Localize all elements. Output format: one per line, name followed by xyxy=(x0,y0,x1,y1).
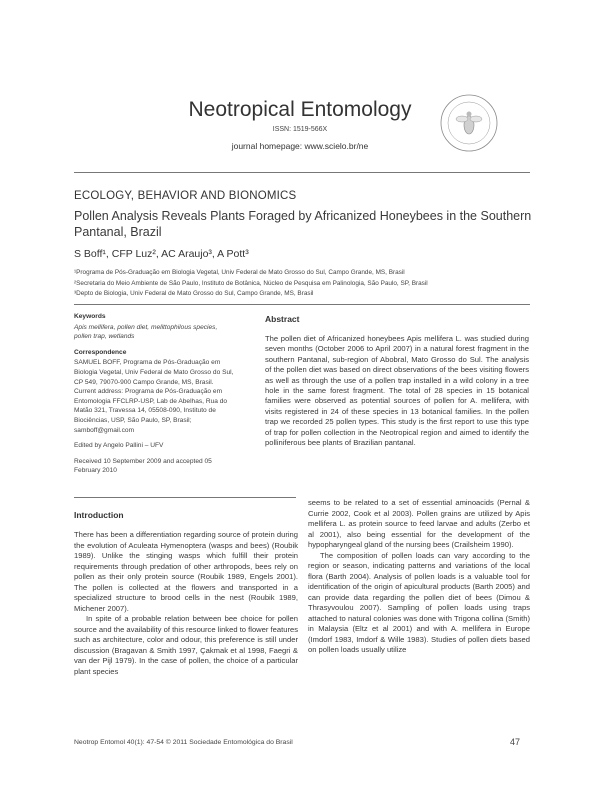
abstract-heading: Abstract xyxy=(265,314,300,324)
journal-homepage: journal homepage: www.scielo.br/ne xyxy=(231,141,369,151)
keywords-heading: Keywords xyxy=(74,313,106,320)
society-seal-logo xyxy=(438,92,500,154)
body-column-right xyxy=(308,498,530,656)
article-authors: S Boff¹, CFP Luz², AC Araujo³, A Pott³ xyxy=(74,248,249,260)
correspondence-text: SAMUEL BOFF, Programa de Pós-Graduação em Biologia Vegetal, Univ Federal de Mato Grosso do Sul, CP 549, 79070-900 Campo Grande, MS, Brasil. Current address: Programa de Pós-Graduação em Entomologia FFCLRP-USP, Lab de Abelhas, Rua do Matão 321, Travessa 14, 05508-090, Instituto de Biociências, USP, São Paulo, SP, Brasil; samboff@gmail.com xyxy=(74,359,234,434)
abstract-text: The pollen diet of Africanized honeybees Apis mellifera L. was studied during seven months (October 2006 to April 2007) in a natural forest fragment in the southern Pantanal, sub-region of Abobral, Mato Grosso do Sul. The analysis of the pollen diet was based on direct observations of the bees visiting flowers as well as through the use of a pollen trap installed in a wild colony in a tree hole in the same forest fragment. The total of 28 species in 15 botanical families were observed as potential sources of pollen for A. mellifera, with visits registered in 24 of these species in 13 botanical families. In the pollen trap we recorded 25 pollen types. This study is the first report to use this type of trap for pollen collection in the Neotropical region and aimed to identify the polliniferous bee plants of Brazilian pantanal. xyxy=(265,334,529,448)
intro-paragraph-1: There has been a differentiation regarding source of protein during the evolution of Aculeata Hymenoptera (wasps and bees) (Roubik 1989). Unlike the stinging wasps which fulfill their protein requirements through predation of other arthropods, bees rely on pollen as their only protein source (Roubik 1989, Engels 2001). The pollen is collected at the flowers and transported in a specialized structure to brood cells in the nest (Roubik 1989, Michener 2007). xyxy=(74,530,298,613)
affiliation-1: ¹Programa de Pós-Graduação em Biologia Vegetal, Univ Federal de Mato Grosso do Sul, Campo Grande, MS, Brasil xyxy=(74,269,405,276)
intro-paragraph-2: In spite of a probable relation between bee choice for pollen source and the availability of this resource linked to flower features such as architecture, color and odour, this preference is still under discussion (Bragavan & Smith 1997, Çakmak et al 1998, Faegri & van der Pijl 1979). In the case of pollen, the choice of a particular plant species xyxy=(74,614,298,676)
article-title: Pollen Analysis Reveals Plants Foraged by Africanized Honeybees in the Southern Pantanal, Brazil xyxy=(74,209,532,239)
introduction-heading: Introduction xyxy=(74,510,124,520)
received-dates: Received 10 September 2009 and accepted 05 February 2010 xyxy=(74,457,212,475)
edited-by: Edited by Angelo Pallini – UFV xyxy=(74,442,164,450)
journal-title: Neotropical Entomology xyxy=(188,98,412,121)
correspondence-heading: Correspondence xyxy=(74,348,127,356)
affiliations xyxy=(74,268,534,300)
article-info-sidebar xyxy=(74,312,236,476)
keywords-text: Apis mellifera, pollen diet, melittophilous species, pollen trap, wetlands xyxy=(74,323,218,341)
journal-issn: ISSN: 1519-566X xyxy=(272,126,328,133)
affiliation-3: ³Depto de Biologia, Univ Federal de Mato Grosso do Sul, Campo Grande, MS, Brasil xyxy=(74,290,314,297)
affiliation-divider xyxy=(74,304,530,305)
header-divider xyxy=(74,172,530,173)
affiliation-2: ²Secretaria do Meio Ambiente de São Paulo, Instituto de Botânica, Núcleo de Pesquisa em Palinologia, São Paulo, SP, Brasil xyxy=(74,279,428,287)
sidebar-divider xyxy=(74,497,296,498)
intro-paragraph-3: seems to be related to a set of essential aminoacids (Pernal & Currie 2002, Cook et al 2003). Pollen grains are utilized by Apis mellifera L. as protein source to feed larvae and adults (Zerbo et al 2001), also being essential for the development of the hypopharyngeal gland of the nursing bees (Crailsheim 1990). xyxy=(308,498,530,549)
page-number: 47 xyxy=(510,737,521,747)
intro-paragraph-4: The composition of pollen loads can vary according to the region or season, indicating patterns and variations of the local flora (Barth 2004). Analysis of pollen loads is a valuable tool for identification of the origin of apicultural products (Barth 2005) and can provide data regarding the pollen diet of bees (Dimou & Thrasyvoulou 2007). Sampling of pollen loads using traps attached to natural colonies was done with Trigona collina (Smith) in Malaysia (Eltz et al 2001) and with A. mellifera in Europe (Imdorf 1983, Imdorf & Wille 1983). Studies of pollen diets based on pollen loads usually utilize xyxy=(308,550,530,654)
body-column-left xyxy=(74,530,298,677)
footer-citation: Neotrop Entomol 40(1): 47-54 © 2011 Sociedade Entomológica do Brasil xyxy=(74,739,293,746)
article-section: ECOLOGY, BEHAVIOR AND BIONOMICS xyxy=(74,190,297,202)
